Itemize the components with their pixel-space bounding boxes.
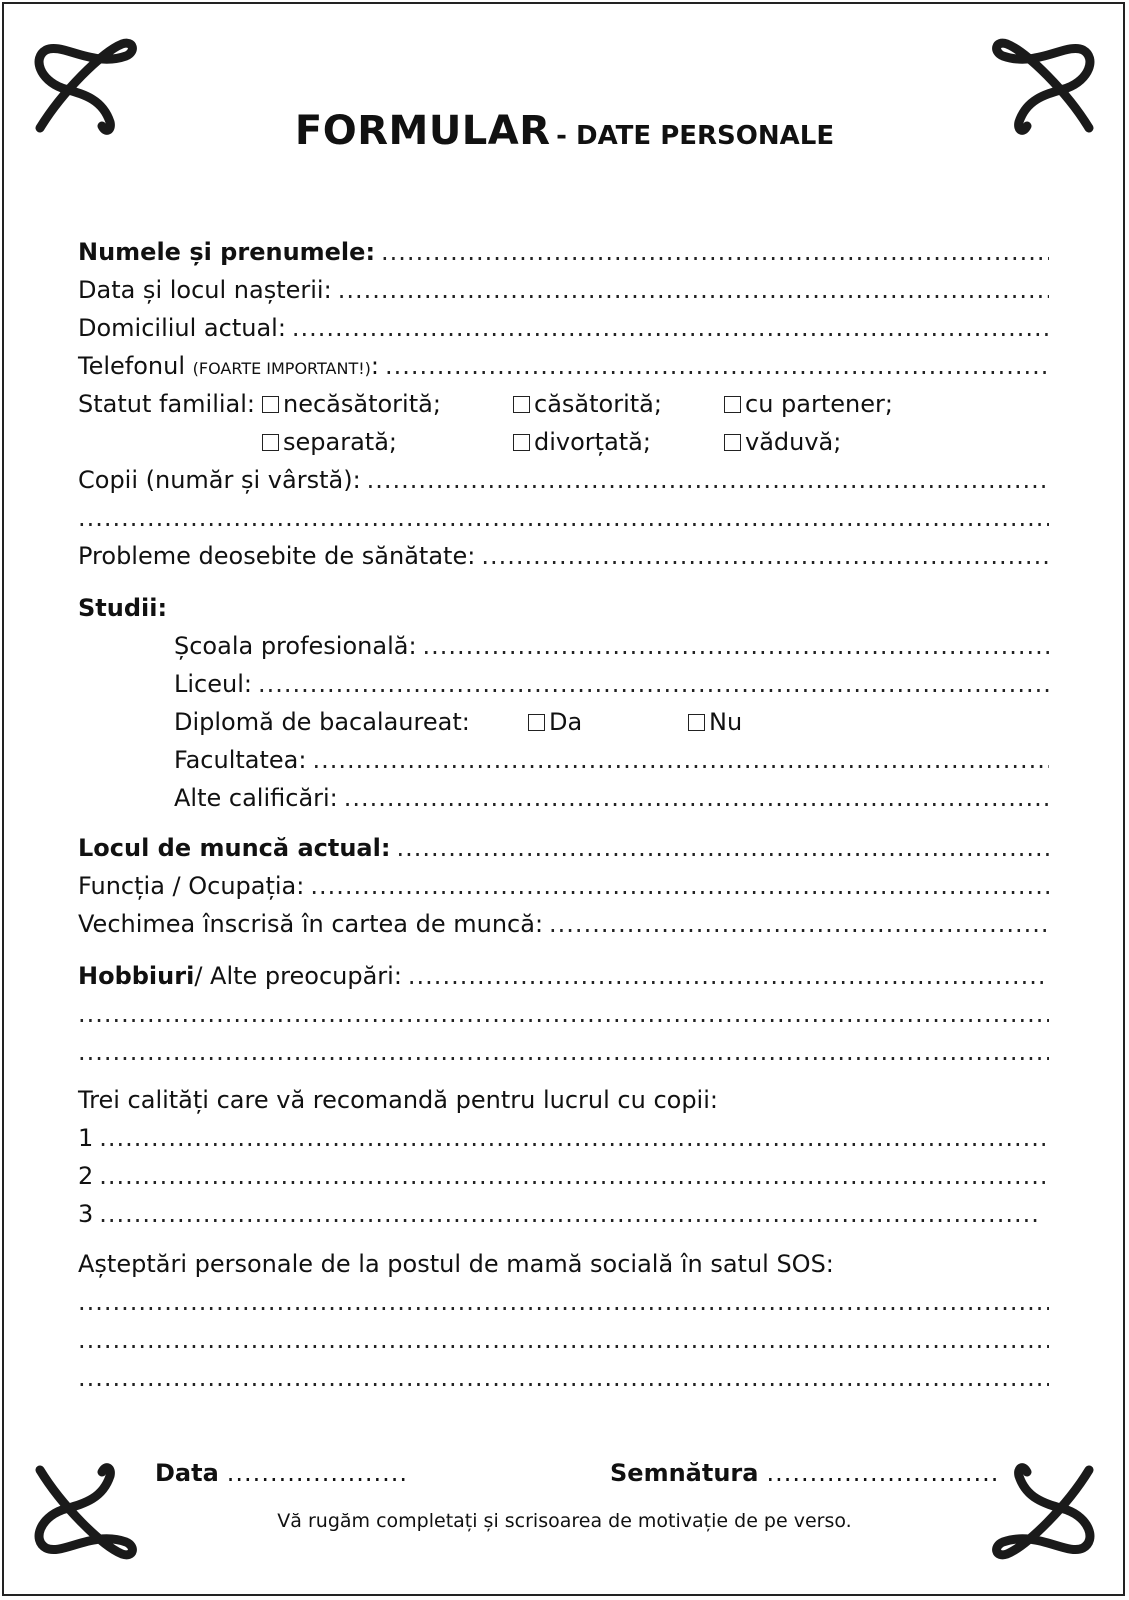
- field-hobbiuri-cont-1[interactable]: [78, 996, 1049, 1032]
- field-hobbiuri[interactable]: [78, 958, 1049, 994]
- fill-line[interactable]: [258, 666, 1049, 702]
- label-hobbiuri-bold: Hobbiuri: [78, 962, 195, 990]
- title-main: FORMULAR: [294, 108, 551, 154]
- label-alte-calificari: Alte calificări:: [174, 784, 338, 812]
- fill-line[interactable]: [292, 310, 1049, 346]
- field-semnatura[interactable]: [610, 1455, 1005, 1491]
- label-vechimea: Vechimea înscrisă în cartea de muncă:: [78, 910, 544, 938]
- heading-studii: Studii:: [78, 594, 168, 622]
- checkbox-icon[interactable]: [724, 396, 741, 413]
- field-asteptari-2[interactable]: [78, 1322, 1049, 1358]
- checkbox-cu-partener[interactable]: [724, 386, 893, 422]
- fill-line[interactable]: [312, 742, 1049, 778]
- fill-line[interactable]: [408, 958, 1049, 994]
- label-semnatura: Semnătura: [610, 1459, 759, 1487]
- checkbox-divortata[interactable]: [513, 424, 651, 460]
- label-data: Data: [155, 1459, 219, 1487]
- label-liceu: Liceul:: [174, 670, 252, 698]
- calitate-number: 2: [78, 1162, 94, 1190]
- checkbox-icon[interactable]: [513, 434, 530, 451]
- field-asteptari-1[interactable]: [78, 1284, 1049, 1320]
- label-probleme: Probleme deosebite de sănătate:: [78, 542, 476, 570]
- field-data[interactable]: [155, 1455, 417, 1491]
- label-scoala: Școala profesională:: [174, 632, 417, 660]
- field-scoala[interactable]: [174, 628, 1049, 664]
- fill-line[interactable]: [338, 272, 1049, 308]
- field-calitate-3[interactable]: [78, 1196, 1039, 1232]
- checkbox-icon[interactable]: [262, 434, 279, 451]
- option-label: necăsătorită;: [283, 390, 441, 418]
- checkbox-da[interactable]: [528, 704, 582, 740]
- option-label: Da: [549, 708, 583, 736]
- field-vechimea[interactable]: [78, 906, 1049, 942]
- footer-note: Vă rugăm completați și scrisoarea de motivație de pe verso.: [277, 1510, 852, 1532]
- title-sub: - DATE PERSONALE: [556, 121, 835, 151]
- asteptari-intro: [78, 1246, 1049, 1282]
- field-domiciliu[interactable]: [78, 310, 1049, 346]
- calitate-number: 3: [78, 1200, 94, 1228]
- fill-line[interactable]: [99, 1158, 1049, 1194]
- field-telefon[interactable]: [78, 348, 1049, 384]
- checkbox-icon[interactable]: [688, 714, 705, 731]
- field-nume[interactable]: [78, 234, 1049, 270]
- fill-line[interactable]: [99, 1120, 1049, 1156]
- fill-line[interactable]: [344, 780, 1049, 816]
- label-diploma: [174, 704, 470, 740]
- label-statut: [78, 386, 255, 422]
- checkbox-casatorita[interactable]: [513, 386, 662, 422]
- label-nastere: Data și locul nașterii:: [78, 276, 332, 304]
- label-statut-text: Statut familial:: [78, 390, 256, 418]
- page-title: [0, 108, 1129, 154]
- option-label: divorțată;: [534, 428, 651, 456]
- field-copii[interactable]: [78, 462, 1049, 498]
- checkbox-icon[interactable]: [262, 396, 279, 413]
- checkbox-vaduva[interactable]: [724, 424, 841, 460]
- label-hobbiuri: [78, 958, 402, 994]
- fill-line[interactable]: [78, 1284, 1049, 1320]
- field-hobbiuri-cont-2[interactable]: [78, 1034, 1049, 1070]
- field-locul-munca[interactable]: [78, 830, 1049, 866]
- field-liceu[interactable]: [174, 666, 1049, 702]
- label-locul-munca: Locul de muncă actual:: [78, 834, 391, 862]
- fill-line[interactable]: [423, 628, 1049, 664]
- checkbox-necasatorita[interactable]: [262, 386, 441, 422]
- field-functia[interactable]: [78, 868, 1049, 904]
- label-functia: Funcția / Ocupația:: [78, 872, 305, 900]
- option-label: văduvă;: [745, 428, 842, 456]
- label-telefon: [78, 348, 379, 387]
- fill-line[interactable]: [766, 1455, 998, 1491]
- option-label: cu partener;: [745, 390, 893, 418]
- fill-line[interactable]: [310, 868, 1049, 904]
- calitati-intro: [78, 1082, 1049, 1118]
- option-label: căsătorită;: [534, 390, 662, 418]
- fill-line[interactable]: [78, 996, 1049, 1032]
- checkbox-icon[interactable]: [528, 714, 545, 731]
- fill-line[interactable]: [99, 1196, 1039, 1232]
- fill-line[interactable]: [78, 1360, 1049, 1396]
- label-copii: Copii (număr și vârstă):: [78, 466, 361, 494]
- checkbox-separata[interactable]: [262, 424, 397, 460]
- field-copii-cont[interactable]: [78, 500, 1049, 536]
- field-asteptari-3[interactable]: [78, 1360, 1049, 1396]
- label-hobbiuri-rest: / Alte preocupări:: [194, 962, 402, 990]
- calitate-number: 1: [78, 1124, 94, 1152]
- telefon-colon: :: [370, 352, 379, 380]
- label-telefon-text: Telefonul: [78, 352, 186, 380]
- label-asteptari: Așteptări personale de la postul de mamă socială în satul SOS:: [78, 1250, 834, 1278]
- checkbox-nu[interactable]: [688, 704, 742, 740]
- field-calitate-2[interactable]: [78, 1158, 1049, 1194]
- field-probleme[interactable]: [78, 538, 1049, 574]
- label-facultate: Facultatea:: [174, 746, 307, 774]
- field-nastere[interactable]: [78, 272, 1049, 308]
- checkbox-icon[interactable]: [724, 434, 741, 451]
- fill-line[interactable]: [385, 348, 1049, 384]
- fill-line[interactable]: [78, 500, 1049, 536]
- fill-line[interactable]: [367, 462, 1049, 498]
- label-calitati: Trei calități care vă recomandă pentru lucrul cu copii:: [78, 1086, 718, 1114]
- telefon-note: (FOARTE IMPORTANT!): [192, 359, 371, 378]
- field-alte-calificari[interactable]: [174, 780, 1049, 816]
- fill-line[interactable]: [227, 1455, 407, 1491]
- fill-line[interactable]: [549, 906, 1049, 942]
- label-nume: Numele și prenumele:: [78, 238, 376, 266]
- option-label: Nu: [709, 708, 743, 736]
- field-calitate-1[interactable]: [78, 1120, 1049, 1156]
- fill-line[interactable]: [78, 1034, 1049, 1070]
- label-diploma-text: Diplomă de bacalaureat:: [174, 708, 470, 736]
- checkbox-icon[interactable]: [513, 396, 530, 413]
- option-label: separată;: [283, 428, 397, 456]
- fill-line[interactable]: [381, 234, 1049, 270]
- fill-line[interactable]: [396, 830, 1049, 866]
- fill-line[interactable]: [78, 1322, 1049, 1358]
- field-facultate[interactable]: [174, 742, 1049, 778]
- fill-line[interactable]: [481, 538, 1049, 574]
- label-domiciliu: Domiciliul actual:: [78, 314, 286, 342]
